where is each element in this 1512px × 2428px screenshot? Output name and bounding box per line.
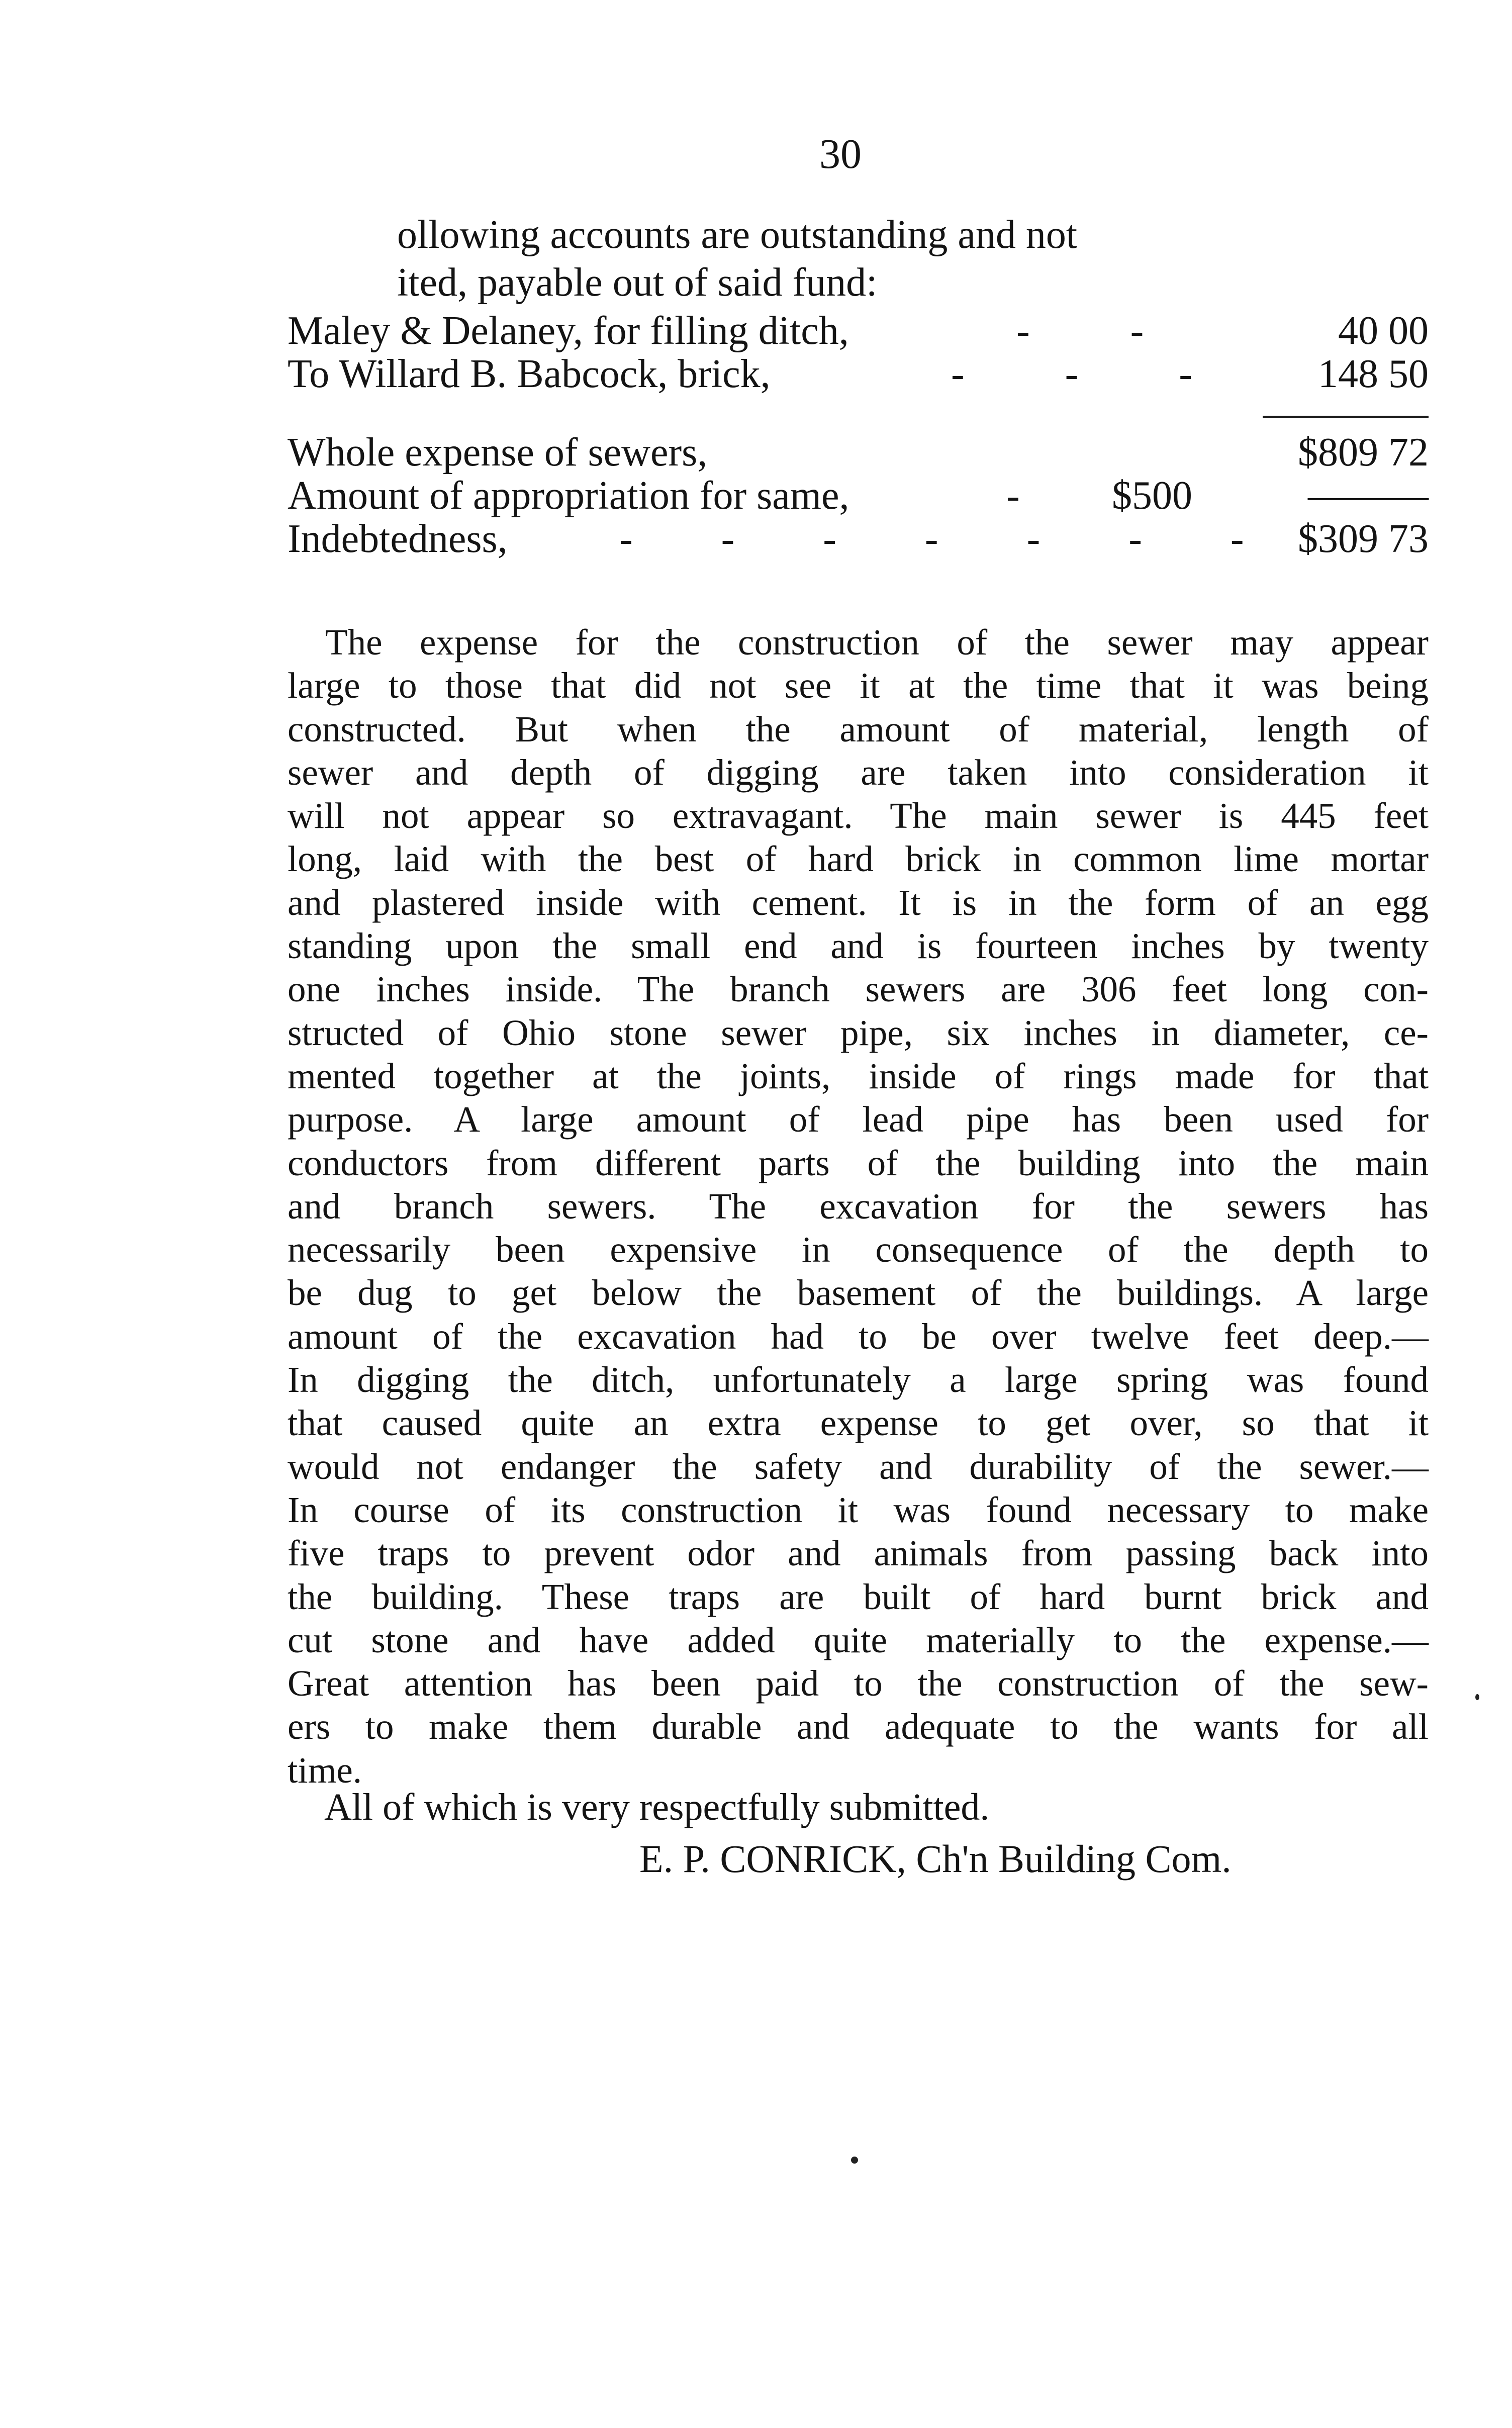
totals-appropriation: $500: [1112, 474, 1192, 518]
report-paragraph: [288, 621, 1429, 1792]
paragraph-line: and branch sewers. The excavation for the sewers has: [288, 1185, 1429, 1227]
totals-row: [288, 431, 1429, 474]
paragraph-line: ers to make them durable and adequate to the wants for all: [288, 1706, 1429, 1747]
paragraph-line: standing upon the small end and is fourteen inches by twenty: [288, 925, 1429, 967]
paragraph-line: The expense for the construction of the sewer may appear: [325, 622, 1429, 663]
paragraph-line: five traps to prevent odor and animals from passing back into: [288, 1533, 1429, 1574]
ink-speck: [851, 2157, 858, 2164]
totals-row: [288, 474, 1429, 517]
paragraph-line: In digging the ditch, unfortunately a large spring was found: [288, 1359, 1429, 1400]
intro-line: ollowing accounts are outstanding and not: [397, 213, 1078, 257]
ledger-description: Maley & Delaney, for filling ditch,: [288, 309, 849, 353]
paragraph-line: mented together at the joints, inside of rings made for that: [288, 1055, 1429, 1096]
paragraph-line: will not appear so extravagant. The main sewer is 445 feet: [288, 795, 1429, 836]
paragraph-line: and plastered inside with cement. It is in the form of an egg: [288, 882, 1429, 923]
paragraph-line: amount of the excavation had to be over twelve feet deep.—: [288, 1316, 1429, 1357]
intro-line: ited, payable out of said fund:: [397, 260, 878, 305]
closing-line: All of which is very respectfully submitted.: [324, 1786, 990, 1828]
paragraph-line: be dug to get below the basement of the buildings. A large: [288, 1272, 1429, 1314]
totals-leader: - - - - - - -: [619, 517, 1283, 561]
ledger-description: To Willard B. Babcock, brick,: [288, 352, 771, 396]
paragraph-line: Great attention has been paid to the construction of the sew-: [288, 1663, 1429, 1704]
totals-description: Indebtedness,: [288, 517, 508, 561]
paragraph-line: long, laid with the best of hard brick in common lime mortar: [288, 838, 1429, 880]
ledger-leader: - -: [1016, 309, 1189, 353]
paragraph-line: necessarily been expensive in consequence of the depth to: [288, 1229, 1429, 1270]
totals-description: Amount of appropriation for same,: [288, 474, 849, 518]
intro-paragraph: [397, 211, 1262, 307]
ledger-row: [288, 309, 1429, 352]
totals-amount: ———: [1308, 474, 1429, 518]
ink-speck: [1475, 1694, 1479, 1700]
paragraph-line: structed of Ohio stone sewer pipe, six inches in diameter, ce-: [288, 1012, 1429, 1053]
totals-leader: -: [1006, 474, 1065, 518]
paragraph-line: constructed. But when the amount of material, length of: [288, 708, 1429, 750]
paragraph-line: In course of its construction it was found necessary to make: [288, 1489, 1429, 1530]
totals-row: [288, 517, 1429, 561]
paragraph-line: would not endanger the safety and durability of the sewer.—: [288, 1446, 1429, 1487]
subtotal-rule-row: [288, 396, 1429, 431]
paragraph-line: the building. These traps are built of hard burnt brick and: [288, 1576, 1429, 1617]
paragraph-line: one inches inside. The branch sewers are 306 feet long con-: [288, 969, 1429, 1010]
paragraph-line: that caused quite an extra expense to get over, so that it: [288, 1403, 1429, 1444]
paragraph-line: large to those that did not see it at the time that it was being: [288, 665, 1429, 706]
accounts-ledger: [288, 309, 1429, 561]
ledger-row: [288, 352, 1429, 396]
totals-amount: $809 72: [1298, 430, 1429, 475]
paragraph-line: time.: [288, 1749, 362, 1791]
totals-amount: $309 73: [1298, 517, 1429, 561]
ledger-amount: 148 50: [1318, 352, 1429, 396]
ledger-amount: 40 00: [1338, 309, 1429, 353]
paragraph-line: cut stone and have added quite materially to the expense.—: [288, 1619, 1429, 1660]
page-number: 30: [819, 131, 862, 177]
paragraph-line: conductors from different parts of the building into the main: [288, 1142, 1429, 1183]
signature-line: E. P. CONRICK, Ch'n Building Com.: [639, 1837, 1232, 1881]
ledger-leader: - - -: [951, 352, 1238, 396]
subtotal-rule: [1263, 416, 1429, 418]
paragraph-line: sewer and depth of digging are taken into consideration it: [288, 752, 1429, 793]
paragraph-line: purpose. A large amount of lead pipe has been used for: [288, 1099, 1429, 1140]
totals-description: Whole expense of sewers,: [288, 430, 708, 475]
